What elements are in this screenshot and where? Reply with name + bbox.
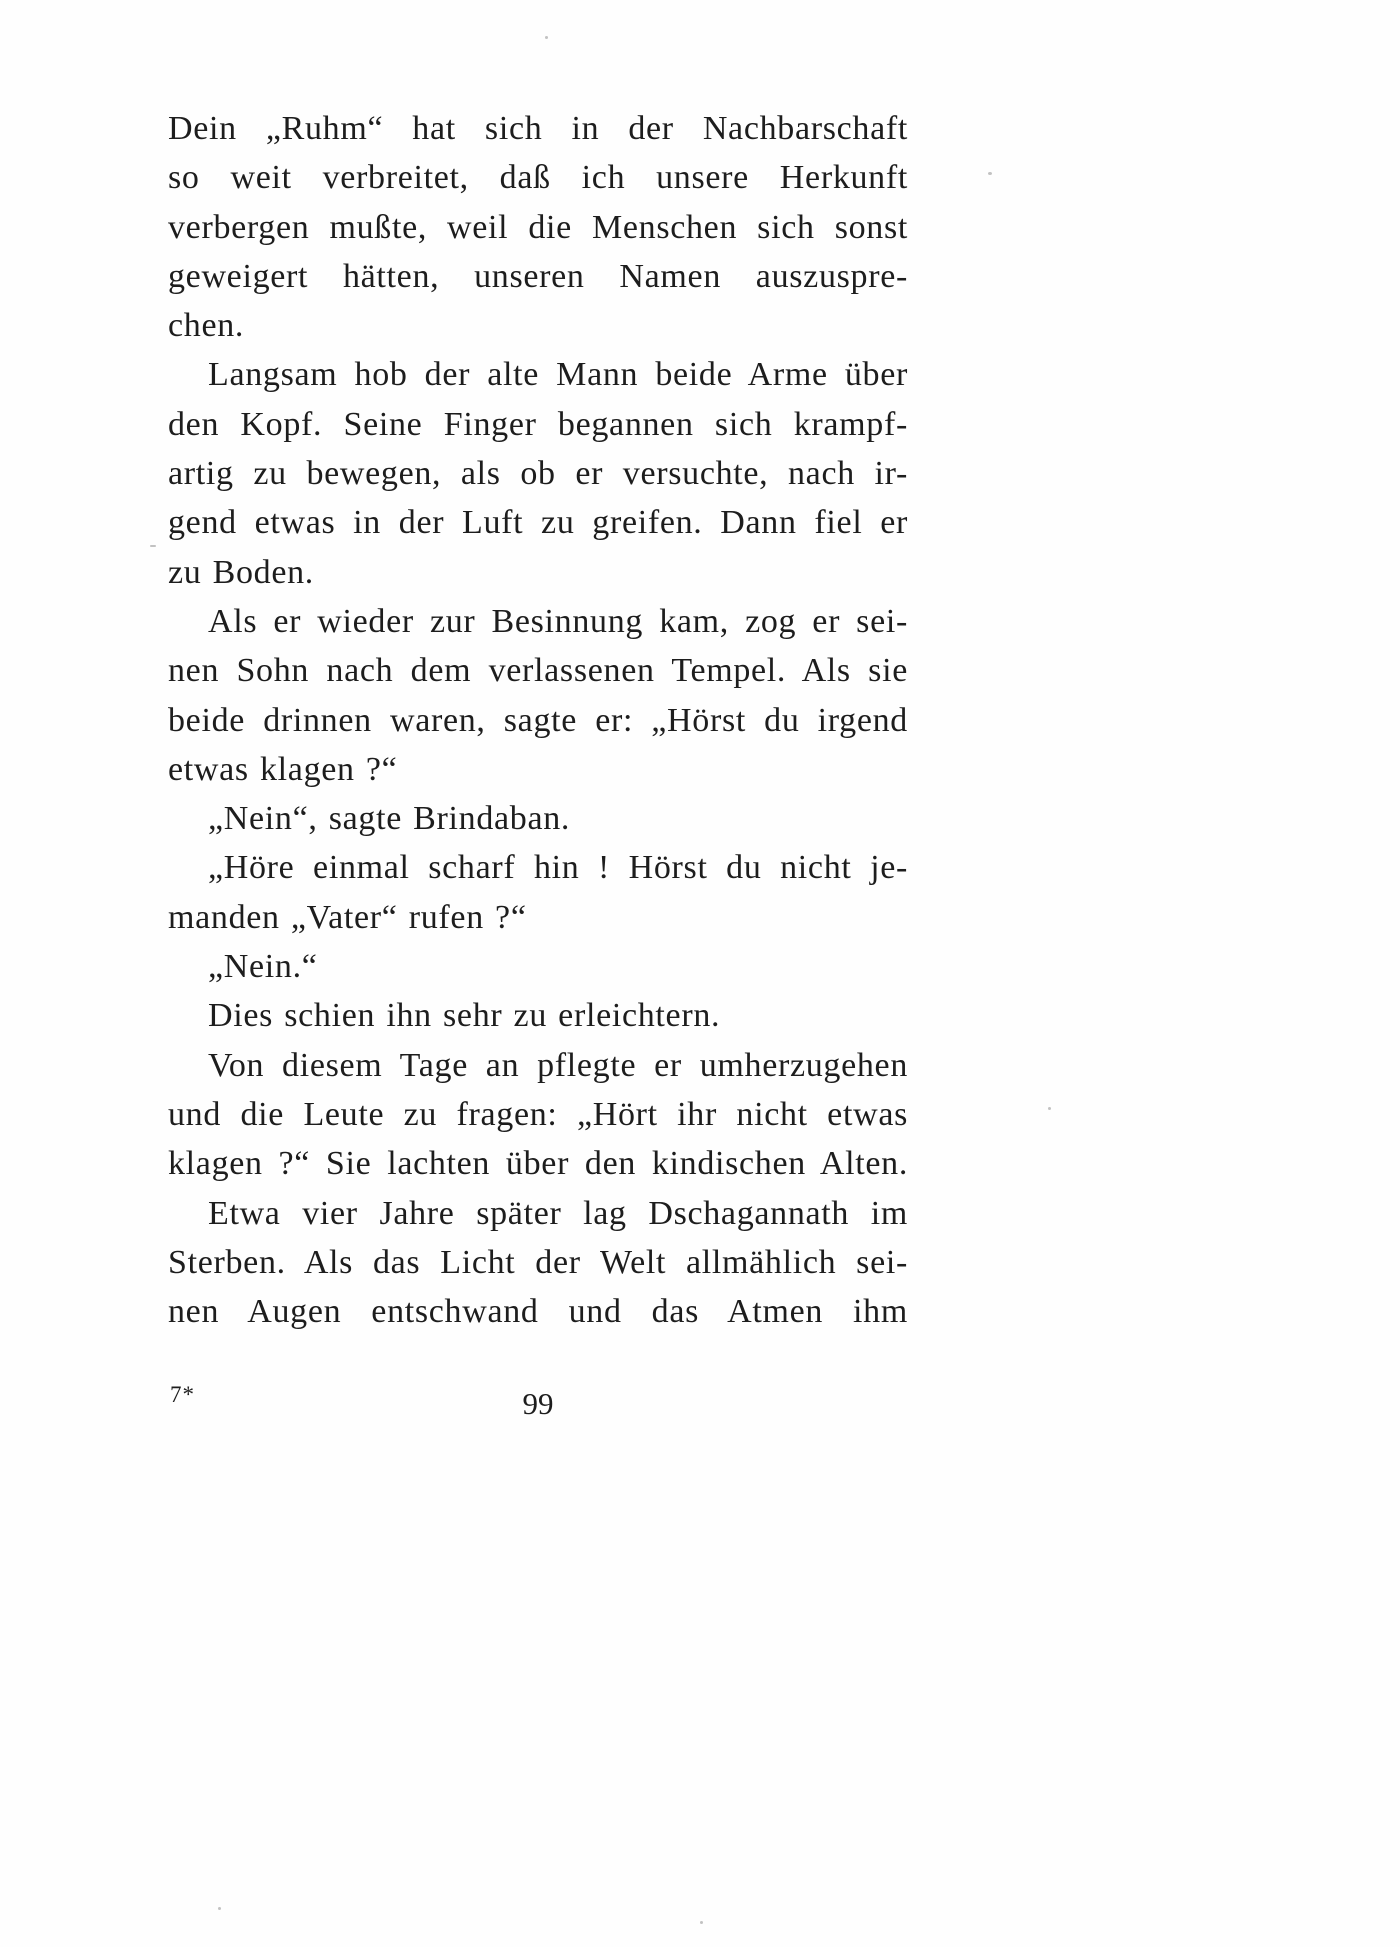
text-line: „Nein.“: [208, 948, 318, 986]
text-line: und die Leute zu fragen: „Hört ihr nicht etwas: [168, 1095, 908, 1133]
text-line: Dies schien ihn sehr zu erleichtern.: [208, 997, 721, 1035]
text-line: nen Sohn nach dem verlassenen Tempel. Als sie: [168, 652, 908, 690]
text-line: chen.: [168, 307, 245, 345]
text-line: Etwa vier Jahre später lag Dschagannath im: [208, 1194, 908, 1232]
text-line: Dein „Ruhm“ hat sich in der Nachbarschaft: [168, 110, 908, 147]
page-number: 99: [522, 1386, 554, 1421]
text-line: etwas klagen ?“: [168, 750, 398, 788]
text-line: manden „Vater“ rufen ?“: [168, 898, 527, 936]
text-line: Als er wieder zur Besinnung kam, zog er sei-: [208, 602, 908, 640]
text-line: nen Augen entschwand und das Atmen ihm: [168, 1293, 908, 1331]
scan-speck: [700, 1921, 703, 1924]
scan-speck: [150, 545, 156, 547]
text-line: geweigert hätten, unseren Namen auszuspre-: [168, 257, 908, 295]
scan-speck: [1048, 1107, 1051, 1110]
text-line: klagen ?“ Sie lachten über den kindischen Alten.: [168, 1145, 908, 1183]
signature-mark: 7*: [170, 1382, 195, 1407]
text-line: beide drinnen waren, sagte er: „Hörst du irgend: [168, 701, 908, 739]
text-line: den Kopf. Seine Finger begannen sich krampf-: [168, 405, 908, 443]
text-line: so weit verbreitet, daß ich unsere Herkunft: [168, 159, 908, 197]
text-line: gend etwas in der Luft zu greifen. Dann fiel er: [168, 504, 908, 542]
scan-speck: [545, 36, 548, 39]
text-line: Sterben. Als das Licht der Welt allmählich sei-: [168, 1243, 908, 1281]
text-line: artig zu bewegen, als ob er versuchte, nach ir-: [168, 455, 908, 493]
text-line: Langsam hob der alte Mann beide Arme über: [208, 356, 908, 394]
text-line: „Höre einmal scharf hin ! Hörst du nicht je-: [208, 849, 908, 887]
page-footer: [168, 1378, 908, 1428]
page-text: [168, 104, 908, 1336]
scan-speck: [218, 1907, 221, 1910]
scan-speck: [988, 172, 992, 175]
text-line: Von diesem Tage an pflegte er umherzugehen: [208, 1046, 908, 1084]
text-line: zu Boden.: [168, 553, 314, 591]
text-line: verbergen mußte, weil die Menschen sich sonst: [168, 208, 908, 246]
text-line: „Nein“, sagte Brindaban.: [208, 800, 571, 838]
